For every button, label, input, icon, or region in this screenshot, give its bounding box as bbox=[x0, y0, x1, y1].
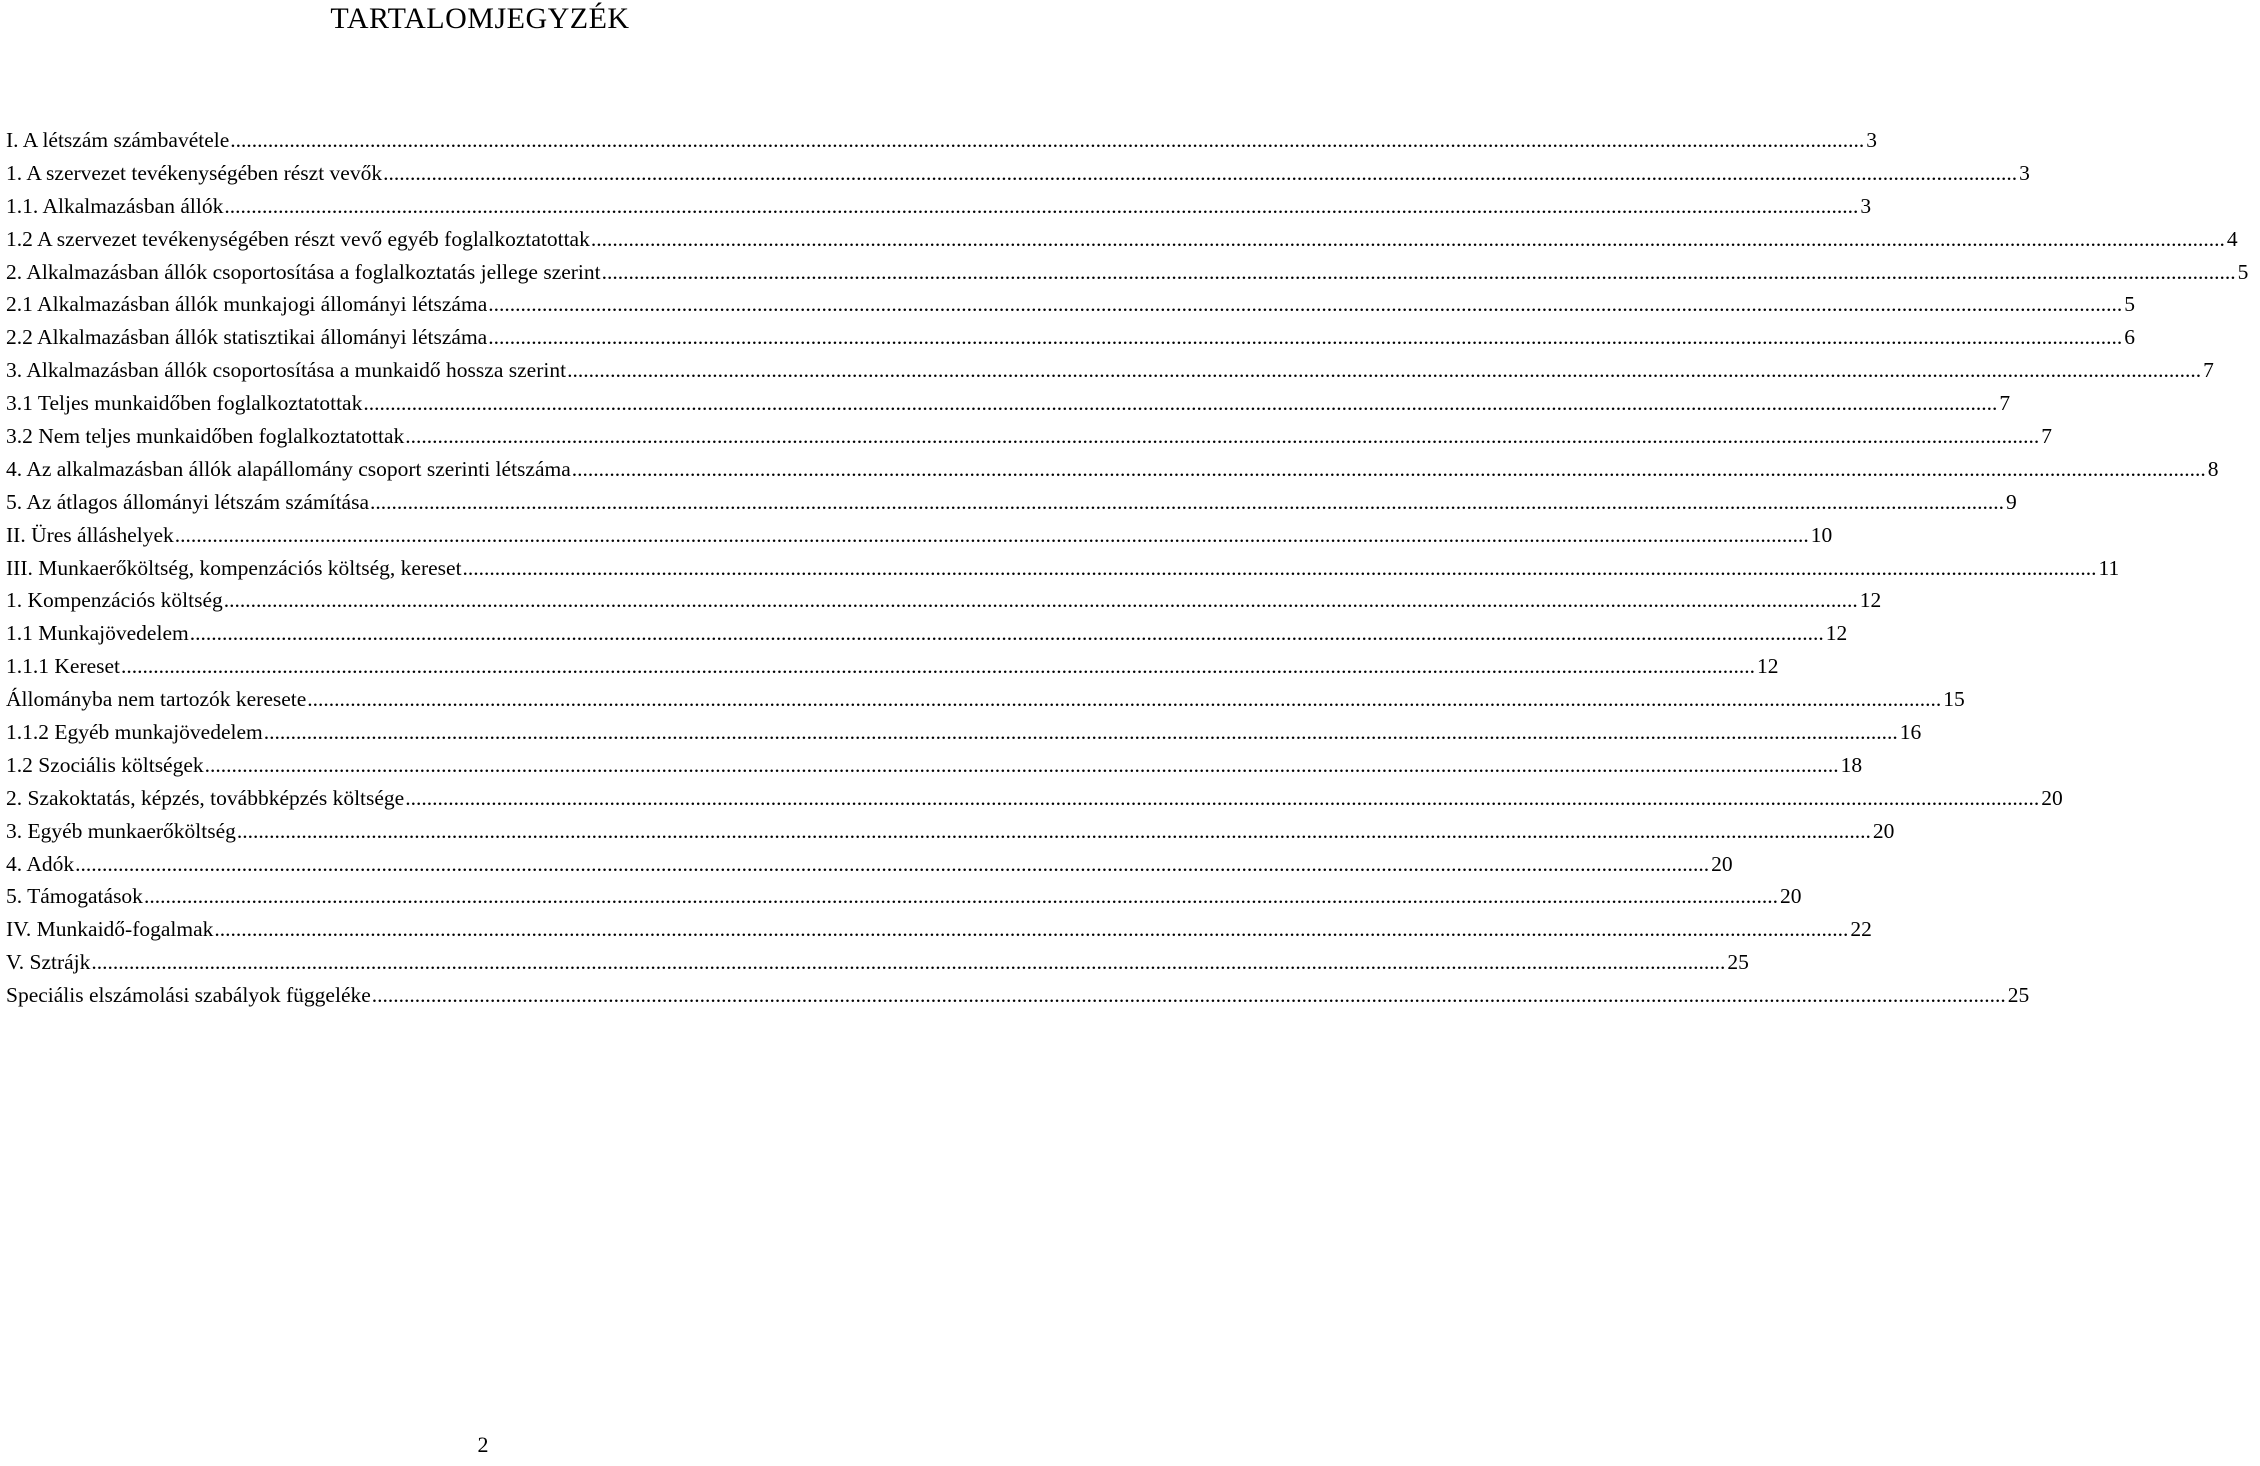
toc-entry-label: 2. Alkalmazásban állók csoportosítása a foglalkoztatás jellege szerint bbox=[6, 259, 601, 284]
toc-entry-label: V. Sztrájk bbox=[6, 950, 91, 975]
toc-entry-page: 7 bbox=[2041, 424, 2052, 449]
toc-dot-leader: ................................................................................................................................................................................................................................................................................................................ bbox=[214, 917, 1849, 942]
toc-entry-label: 3. Alkalmazásban állók csoportosítása a munkaidő hossza szerint bbox=[6, 358, 567, 383]
toc-dot-leader: ................................................................................................................................................................................................................................................................................................................ bbox=[263, 720, 1898, 745]
toc-entry-label: 2.1 Alkalmazásban állók munkajogi állományi létszáma bbox=[6, 292, 488, 317]
toc-entry[interactable] bbox=[6, 913, 1872, 946]
toc-entry-label: Állományba nem tartozók keresete bbox=[6, 687, 307, 712]
toc-dot-leader: ................................................................................................................................................................................................................................................................................................................ bbox=[371, 983, 2006, 1008]
toc-entry[interactable] bbox=[6, 815, 1895, 848]
toc-entry[interactable] bbox=[6, 880, 1802, 913]
toc-dot-leader: ................................................................................................................................................................................................................................................................................................................ bbox=[75, 851, 1710, 876]
toc-dot-leader: ................................................................................................................................................................................................................................................................................................................ bbox=[236, 818, 1871, 843]
toc-entry-page: 12 bbox=[1859, 588, 1882, 613]
toc-entry-page: 12 bbox=[1825, 621, 1848, 646]
toc-entry[interactable] bbox=[6, 848, 1733, 881]
toc-entry[interactable] bbox=[6, 288, 2135, 321]
toc-entry[interactable] bbox=[6, 486, 2017, 519]
toc-entry[interactable] bbox=[6, 584, 1882, 617]
toc-entry-label: II. Üres álláshelyek bbox=[6, 522, 174, 547]
toc-dot-leader: ................................................................................................................................................................................................................................................................................................................ bbox=[370, 489, 2005, 514]
toc-dot-leader: ................................................................................................................................................................................................................................................................................................................ bbox=[363, 391, 1998, 416]
toc-entry[interactable] bbox=[6, 420, 2052, 453]
toc-entry[interactable] bbox=[6, 683, 1965, 716]
toc-entry-label: 1.1. Alkalmazásban állók bbox=[6, 193, 224, 218]
toc-entry-page: 12 bbox=[1757, 654, 1779, 679]
toc-entry-page: 8 bbox=[2207, 456, 2219, 481]
toc-dot-leader: ................................................................................................................................................................................................................................................................................................................ bbox=[590, 226, 2225, 251]
toc-entry[interactable] bbox=[6, 354, 2214, 387]
toc-entry-page: 20 bbox=[1711, 851, 1733, 876]
toc-entry-page: 7 bbox=[2203, 358, 2214, 383]
toc-entry[interactable] bbox=[6, 782, 2063, 815]
toc-entry[interactable] bbox=[6, 124, 1878, 157]
toc-dot-leader: ................................................................................................................................................................................................................................................................................................................ bbox=[189, 621, 1824, 646]
toc-entry-page: 3 bbox=[2019, 160, 2030, 185]
toc-entry-page: 5 bbox=[2124, 292, 2135, 317]
toc-dot-leader: ................................................................................................................................................................................................................................................................................................................ bbox=[143, 884, 1778, 909]
toc-entry-label: Speciális elszámolási szabályok függeléke bbox=[6, 983, 371, 1008]
toc-entry-label: I. A létszám számbavétele bbox=[6, 128, 230, 152]
toc-entry-page: 20 bbox=[1779, 884, 1802, 909]
toc-entry-label: 2. Szakoktatás, képzés, továbbképzés költsége bbox=[6, 785, 405, 810]
toc-entry-page: 22 bbox=[1850, 917, 1872, 942]
toc-entry-label: 3.2 Nem teljes munkaidőben foglalkoztatottak bbox=[6, 424, 405, 449]
toc-entry-label: 4. Adók bbox=[6, 851, 75, 876]
toc-entry-label: 5. Az átlagos állományi létszám számítása bbox=[6, 489, 370, 514]
toc-dot-leader: ................................................................................................................................................................................................................................................................................................................ bbox=[488, 292, 2123, 317]
toc-dot-leader: ................................................................................................................................................................................................................................................................................................................ bbox=[174, 522, 1809, 547]
toc-entry-page: 25 bbox=[1727, 950, 1749, 975]
toc-entry-page: 25 bbox=[2007, 983, 2030, 1008]
toc-entry-page: 18 bbox=[1840, 752, 1863, 777]
toc-dot-leader: ................................................................................................................................................................................................................................................................................................................ bbox=[91, 950, 1726, 975]
toc-entry-page: 15 bbox=[1943, 687, 1965, 712]
toc-entry[interactable] bbox=[6, 453, 2219, 486]
toc-entry-label: 5. Támogatások bbox=[6, 884, 143, 909]
toc-dot-leader: ................................................................................................................................................................................................................................................................................................................ bbox=[571, 456, 2206, 481]
toc-entry[interactable] bbox=[6, 979, 2030, 1012]
toc-dot-leader: ................................................................................................................................................................................................................................................................................................................ bbox=[230, 128, 1865, 152]
toc-entry[interactable] bbox=[6, 387, 2011, 420]
toc-entry-label: 4. Az alkalmazásban állók alapállomány csoport szerinti létszáma bbox=[6, 456, 571, 481]
toc-entry-label: 1.2 A szervezet tevékenységében részt vevő egyéb foglalkoztatottak bbox=[6, 226, 590, 251]
toc-entry[interactable] bbox=[6, 223, 2238, 256]
toc-entry[interactable] bbox=[6, 256, 2249, 289]
toc-entry-label: 3.1 Teljes munkaidőben foglalkoztatottak bbox=[6, 391, 363, 416]
toc-dot-leader: ................................................................................................................................................................................................................................................................................................................ bbox=[462, 555, 2097, 580]
toc-entry-page: 16 bbox=[1899, 720, 1922, 745]
toc-entry-page: 11 bbox=[2098, 555, 2120, 580]
toc-entry[interactable] bbox=[6, 749, 1863, 782]
toc-entry[interactable] bbox=[6, 617, 1848, 650]
toc-entry-label: 1.2 Szociális költségek bbox=[6, 752, 204, 777]
toc-entry-label: 2.2 Alkalmazásban állók statisztikai állományi létszáma bbox=[6, 325, 488, 350]
toc-entry-page: 5 bbox=[2237, 259, 2249, 284]
toc-entry-page: 3 bbox=[1866, 128, 1878, 152]
toc-dot-leader: ................................................................................................................................................................................................................................................................................................................ bbox=[224, 193, 1859, 218]
toc-entry-page: 7 bbox=[1999, 391, 2011, 416]
toc-entry[interactable] bbox=[6, 190, 1872, 223]
toc-entry-page: 10 bbox=[1810, 522, 1833, 547]
toc-entry-label: 1.1.2 Egyéb munkajövedelem bbox=[6, 720, 263, 745]
toc-entry[interactable] bbox=[6, 157, 2030, 190]
toc-dot-leader: ................................................................................................................................................................................................................................................................................................................ bbox=[121, 654, 1756, 679]
toc-dot-leader: ................................................................................................................................................................................................................................................................................................................ bbox=[307, 687, 1942, 712]
toc-entry[interactable] bbox=[6, 519, 1833, 552]
toc-dot-leader: ................................................................................................................................................................................................................................................................................................................ bbox=[405, 424, 2040, 449]
toc-entry-label: III. Munkaerőköltség, kompenzációs költség, kereset bbox=[6, 555, 462, 580]
toc-entry-page: 4 bbox=[2226, 226, 2238, 251]
toc-entry[interactable] bbox=[6, 716, 1922, 749]
toc-dot-leader: ................................................................................................................................................................................................................................................................................................................ bbox=[223, 588, 1858, 613]
toc-entry-label: 1.1.1 Kereset bbox=[6, 654, 121, 679]
toc-entry-page: 20 bbox=[1872, 818, 1895, 843]
toc-entry-label: 1. A szervezet tevékenységében részt vevők bbox=[6, 160, 383, 185]
toc-dot-leader: ................................................................................................................................................................................................................................................................................................................ bbox=[204, 752, 1839, 777]
toc-entry-label: 3. Egyéb munkaerőköltség bbox=[6, 818, 236, 843]
page-number: 2 bbox=[477, 1432, 489, 1457]
toc-entry[interactable] bbox=[6, 650, 1779, 683]
page-title: TARTALOMJEGYZÉK bbox=[330, 2, 630, 35]
toc-entry[interactable] bbox=[6, 321, 2135, 354]
toc-dot-leader: ................................................................................................................................................................................................................................................................................................................ bbox=[383, 160, 2018, 185]
toc-entry-page: 3 bbox=[1860, 193, 1872, 218]
toc-entry-label: 1. Kompenzációs költség bbox=[6, 588, 223, 613]
toc-dot-leader: ................................................................................................................................................................................................................................................................................................................ bbox=[567, 358, 2202, 383]
table-of-contents bbox=[6, 124, 2249, 1012]
toc-entry-page: 20 bbox=[2041, 785, 2063, 810]
toc-entry[interactable] bbox=[6, 552, 2120, 585]
toc-entry[interactable] bbox=[6, 946, 1749, 979]
toc-dot-leader: ................................................................................................................................................................................................................................................................................................................ bbox=[405, 785, 2040, 810]
toc-dot-leader: ................................................................................................................................................................................................................................................................................................................ bbox=[601, 259, 2236, 284]
toc-entry-page: 6 bbox=[2124, 325, 2135, 350]
toc-entry-label: IV. Munkaidő-fogalmak bbox=[6, 917, 214, 942]
toc-entry-label: 1.1 Munkajövedelem bbox=[6, 621, 189, 646]
toc-entry-page: 9 bbox=[2006, 489, 2017, 514]
toc-dot-leader: ................................................................................................................................................................................................................................................................................................................ bbox=[488, 325, 2123, 350]
